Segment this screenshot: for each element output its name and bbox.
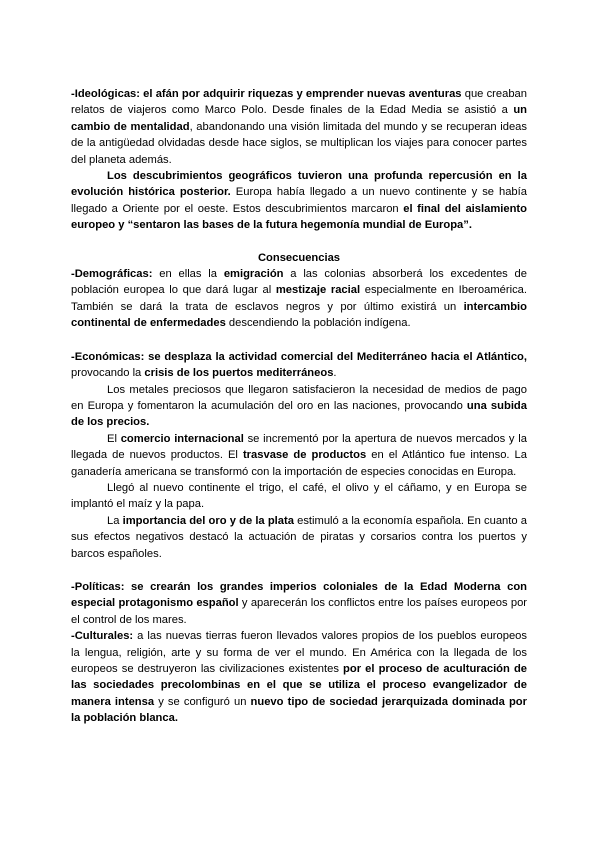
text-run: en el Atlántico fue intenso. La ganadería americana se transformó con la importación de especies conocidas en Europa. xyxy=(71,449,527,478)
text-run: Europa había llegado a un nuevo continente y se había llegado a Oriente por el oeste. Estos descubrimientos marcaron xyxy=(71,186,527,215)
bold-text-run: mestizaje racial xyxy=(275,284,361,297)
bold-text-run: un cambio de mentalidad xyxy=(71,104,527,133)
text-run: Los metales preciosos que llegaron satisfacieron la necesidad de medios de pago en Europa y fomentaron la acumulación del oro en las naciones, provocando xyxy=(71,383,527,412)
bold-text-run: una subida de los precios. xyxy=(71,399,527,429)
bold-text-run: intercambio continental de enfermedades xyxy=(71,300,527,330)
text-run: se incrementó por la apertura de nuevos mercados y la llegada de nuevos productos. El xyxy=(71,432,527,462)
bold-text-run: -Económicas: se desplaza la actividad comercial del Mediterráneo hacia el Atlántico, xyxy=(71,350,527,363)
bold-text-run: crisis de los puertos mediterráneos xyxy=(144,367,334,380)
text-run: . xyxy=(333,367,337,380)
ideologicas-paragraph xyxy=(71,86,527,168)
text-run: y se configuró un xyxy=(154,695,251,708)
consecuencias-heading xyxy=(71,250,527,266)
text-run: Llegó al nuevo continente el trigo, el café, el olivo y el cáñamo, y en Europa se implantó el maíz y la papa. xyxy=(71,481,527,511)
bold-text-run: importancia del oro y de la plata xyxy=(122,514,294,527)
bold-text-run: -Culturales: xyxy=(71,630,134,643)
culturales-paragraph xyxy=(71,628,527,726)
text-run: , abandonando una visión limitada del mundo y se recuperan ideas de la antigüedad olvidadas desde hace siglos, se multiplican los viajes para conocer partes del planeta además. xyxy=(71,120,527,166)
bold-text-run: trasvase de productos xyxy=(242,449,367,462)
text-run: estimuló a la economía española. En cuanto a sus efectos negativos destacó la actuación de piratas y corsarios contra los puertos y barcos españoles. xyxy=(71,514,527,560)
bold-text-run: -Demográficas: xyxy=(71,268,153,281)
demograficas-paragraph xyxy=(71,266,527,332)
text-run: que creaban relatos de viajeros como Marco Polo. Desde finales de la Edad Media se asistió a xyxy=(71,88,527,117)
oro-plata-paragraph xyxy=(71,513,527,562)
comercio-paragraph xyxy=(71,431,527,480)
metales-paragraph xyxy=(71,382,527,431)
bold-text-run: comercio internacional xyxy=(120,432,244,445)
text-run: a las nuevas tierras fueron llevados valores propios de los pueblos europeos la lengua, religión, arte y su forma de ver el mundo. En América con la llegada de los europeos se destruyeron las civilizaciones existentes xyxy=(71,630,527,675)
text-run: a las colonias absorberá los excedentes de población europea lo que dará lugar al xyxy=(71,268,528,297)
bold-text-run: -Ideológicas: el afán por adquirir riquezas y emprender nuevas aventuras xyxy=(71,88,462,100)
economicas-paragraph xyxy=(71,349,527,382)
document-page xyxy=(71,86,527,727)
politicas-paragraph xyxy=(71,579,527,628)
descubrimientos-paragraph xyxy=(71,168,527,234)
text-run: descendiendo la población indígena. xyxy=(225,317,411,330)
bold-text-run: -Políticas: se crearán los grandes imperios coloniales de la Edad Moderna con especial protagonismo español xyxy=(71,580,527,610)
bold-text-run: Los descubrimientos geográficos tuvieron una profunda repercusión en la evolución histórica posterior. xyxy=(71,170,527,199)
bold-text-run: emigración xyxy=(223,268,284,281)
text-run: en ellas la xyxy=(152,268,224,281)
text-run: especialmente en Iberoamérica. También se dará la trata de esclavos negros y por último existirá un xyxy=(71,284,528,313)
bold-text-run: Consecuencias xyxy=(257,251,341,264)
text-run: El xyxy=(107,432,121,445)
cultivos-paragraph xyxy=(71,480,527,513)
bold-text-run: por el proceso de aculturación de las sociedades precolombinas en el que se utiliza el proceso evangelizador de manera intensa xyxy=(71,663,527,708)
text-run: y aparecerán los conflictos entre los países europeos por el control de los mares. xyxy=(71,597,528,626)
text-run: La xyxy=(107,514,123,527)
bold-text-run: el final del aislamiento europeo y “sentaron las bases de la futura hegemonía mundial de Europa”. xyxy=(71,202,527,232)
text-run: provocando la xyxy=(71,367,145,380)
bold-text-run: nuevo tipo de sociedad jerarquizada dominada por la población blanca. xyxy=(71,695,527,725)
